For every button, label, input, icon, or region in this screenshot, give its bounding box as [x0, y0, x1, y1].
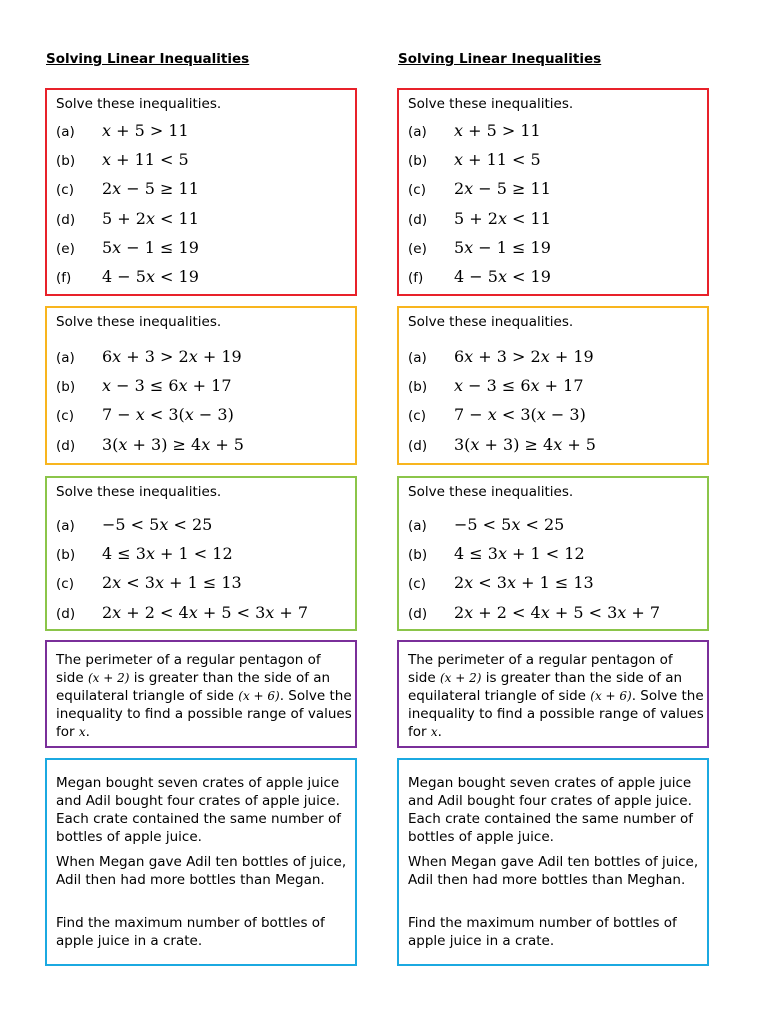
math-expression: (𝑥 + 6) — [590, 689, 632, 703]
question-item — [56, 435, 352, 457]
instruction: Solve these inequalities. — [408, 96, 574, 112]
problem-text: is greater than the side of an equilateral triangle of side — [56, 670, 331, 704]
math-expression: (𝑥 + 2) — [439, 671, 482, 685]
inequality: 𝑥 − 3 ≤ 6𝑥 + 17 — [102, 376, 232, 395]
question-label: (f) — [408, 270, 424, 286]
question-label: (e) — [408, 241, 427, 257]
inequality: 2𝑥 − 5 ≥ 11 — [102, 179, 199, 198]
problem-text: . — [85, 724, 90, 740]
question-label: (c) — [56, 576, 74, 592]
inequality: 𝑥 + 5 > 11 — [454, 121, 541, 140]
problem-paragraph: Find the maximum number of bottles of apple juice in a crate. — [408, 915, 677, 949]
inequality: 5𝑥 − 1 ≤ 19 — [102, 238, 199, 257]
red-exercise-box — [397, 88, 709, 296]
instruction: Solve these inequalities. — [56, 484, 222, 500]
inequality: 6𝑥 + 3 > 2𝑥 + 19 — [454, 347, 594, 366]
question-item — [56, 179, 352, 201]
question-item — [56, 150, 352, 172]
orange-exercise-box — [45, 306, 357, 465]
inequality: 5 + 2𝑥 < 11 — [454, 209, 551, 228]
question-item — [408, 267, 704, 289]
green-exercise-box — [45, 476, 357, 631]
question-item — [408, 573, 704, 595]
question-item — [408, 121, 704, 143]
question-item — [408, 544, 704, 566]
problem-text: . — [437, 724, 442, 740]
instruction: Solve these inequalities. — [56, 314, 222, 330]
question-label: (d) — [408, 606, 428, 622]
inequality: −5 < 5𝑥 < 25 — [102, 515, 213, 534]
problem-paragraph: Megan bought seven crates of apple juice and Adil bought four crates of apple juice. Each crate contained the same number of bottles of apple juice. — [56, 775, 341, 845]
instruction: Solve these inequalities. — [56, 96, 222, 112]
inequality: 𝑥 − 3 ≤ 6𝑥 + 17 — [454, 376, 584, 395]
inequality: 7 − 𝑥 < 3(𝑥 − 3) — [454, 405, 586, 424]
question-item — [56, 238, 352, 260]
inequality: 7 − 𝑥 < 3(𝑥 − 3) — [102, 405, 234, 424]
question-item — [56, 515, 352, 537]
instruction: Solve these inequalities. — [408, 484, 574, 500]
math-expression: (𝑥 + 2) — [87, 671, 130, 685]
red-exercise-box — [45, 88, 357, 296]
purple-problem-box — [45, 640, 357, 748]
inequality: 𝑥 + 11 < 5 — [454, 150, 541, 169]
question-label: (a) — [56, 518, 75, 534]
problem-paragraph: Megan bought seven crates of apple juice and Adil bought four crates of apple juice. Each crate contained the same number of bottles of apple juice. — [408, 775, 693, 845]
inequality: 2𝑥 + 2 < 4𝑥 + 5 < 3𝑥 + 7 — [454, 603, 661, 622]
inequality: 2𝑥 < 3𝑥 + 1 ≤ 13 — [454, 573, 594, 592]
question-label: (b) — [56, 379, 76, 395]
worksheet-title: Solving Linear Inequalities — [398, 51, 602, 67]
orange-exercise-box — [397, 306, 709, 465]
question-label: (c) — [56, 182, 74, 198]
question-label: (e) — [56, 241, 75, 257]
question-label: (d) — [56, 212, 76, 228]
problem-text: The perimeter of a regular pentagon of side — [408, 652, 673, 686]
question-label: (c) — [408, 408, 426, 424]
problem-text: is greater than the side of an equilateral triangle of side — [408, 670, 683, 704]
inequality: 2𝑥 + 2 < 4𝑥 + 5 < 3𝑥 + 7 — [102, 603, 309, 622]
question-label: (d) — [408, 212, 428, 228]
inequality: 5𝑥 − 1 ≤ 19 — [454, 238, 551, 257]
question-label: (a) — [56, 124, 75, 140]
question-label: (d) — [56, 606, 76, 622]
inequality: 2𝑥 < 3𝑥 + 1 ≤ 13 — [102, 573, 242, 592]
inequality: 3(𝑥 + 3) ≥ 4𝑥 + 5 — [102, 435, 244, 454]
question-item — [408, 405, 704, 427]
question-label: (a) — [408, 518, 427, 534]
problem-paragraph: Find the maximum number of bottles of apple juice in a crate. — [56, 915, 325, 949]
inequality: 6𝑥 + 3 > 2𝑥 + 19 — [102, 347, 242, 366]
question-label: (d) — [56, 438, 76, 454]
inequality: 3(𝑥 + 3) ≥ 4𝑥 + 5 — [454, 435, 596, 454]
question-label: (b) — [408, 153, 428, 169]
problem-paragraph: When Megan gave Adil ten bottles of juice, Adil then had more bottles than Megan. — [56, 854, 347, 888]
inequality: 4 − 5𝑥 < 19 — [102, 267, 199, 286]
question-item — [408, 179, 704, 201]
question-label: (d) — [408, 438, 428, 454]
question-item — [408, 435, 704, 457]
question-item — [56, 267, 352, 289]
problem-text: . Solve the inequality to find a possible range of values for — [408, 688, 704, 740]
question-label: (a) — [408, 350, 427, 366]
inequality: 4 − 5𝑥 < 19 — [454, 267, 551, 286]
worksheet-title: Solving Linear Inequalities — [46, 51, 250, 67]
question-label: (b) — [56, 153, 76, 169]
problem-text: . Solve the inequality to find a possible range of values for — [56, 688, 352, 740]
question-item — [408, 238, 704, 260]
green-exercise-box — [397, 476, 709, 631]
inequality: −5 < 5𝑥 < 25 — [454, 515, 565, 534]
inequality: 2𝑥 − 5 ≥ 11 — [454, 179, 551, 198]
question-item — [56, 121, 352, 143]
question-item — [56, 376, 352, 398]
question-label: (b) — [56, 547, 76, 563]
question-item — [56, 405, 352, 427]
question-item — [408, 515, 704, 537]
problem-text: The perimeter of a regular pentagon of side — [56, 652, 321, 686]
question-item — [56, 603, 352, 625]
math-expression: 𝑥 — [430, 725, 438, 739]
question-label: (b) — [408, 379, 428, 395]
pentagon-problem — [56, 651, 352, 741]
question-label: (b) — [408, 547, 428, 563]
question-label: (a) — [408, 124, 427, 140]
question-item — [408, 376, 704, 398]
blue-problem-box — [397, 758, 709, 966]
question-label: (c) — [408, 182, 426, 198]
purple-problem-box — [397, 640, 709, 748]
inequality: 𝑥 + 11 < 5 — [102, 150, 189, 169]
question-item — [56, 209, 352, 231]
question-label: (a) — [56, 350, 75, 366]
question-item — [408, 347, 704, 369]
blue-problem-box — [45, 758, 357, 966]
instruction: Solve these inequalities. — [408, 314, 574, 330]
question-item — [408, 603, 704, 625]
question-item — [408, 150, 704, 172]
question-item — [56, 544, 352, 566]
inequality: 4 ≤ 3𝑥 + 1 < 12 — [102, 544, 233, 563]
problem-paragraph: When Megan gave Adil ten bottles of juice, Adil then had more bottles than Meghan. — [408, 854, 699, 888]
inequality: 5 + 2𝑥 < 11 — [102, 209, 199, 228]
question-item — [408, 209, 704, 231]
math-expression: (𝑥 + 6) — [238, 689, 280, 703]
inequality: 4 ≤ 3𝑥 + 1 < 12 — [454, 544, 585, 563]
question-label: (f) — [56, 270, 72, 286]
question-label: (c) — [56, 408, 74, 424]
question-label: (c) — [408, 576, 426, 592]
pentagon-problem — [408, 651, 704, 741]
question-item — [56, 347, 352, 369]
question-item — [56, 573, 352, 595]
inequality: 𝑥 + 5 > 11 — [102, 121, 189, 140]
math-expression: 𝑥 — [78, 725, 86, 739]
